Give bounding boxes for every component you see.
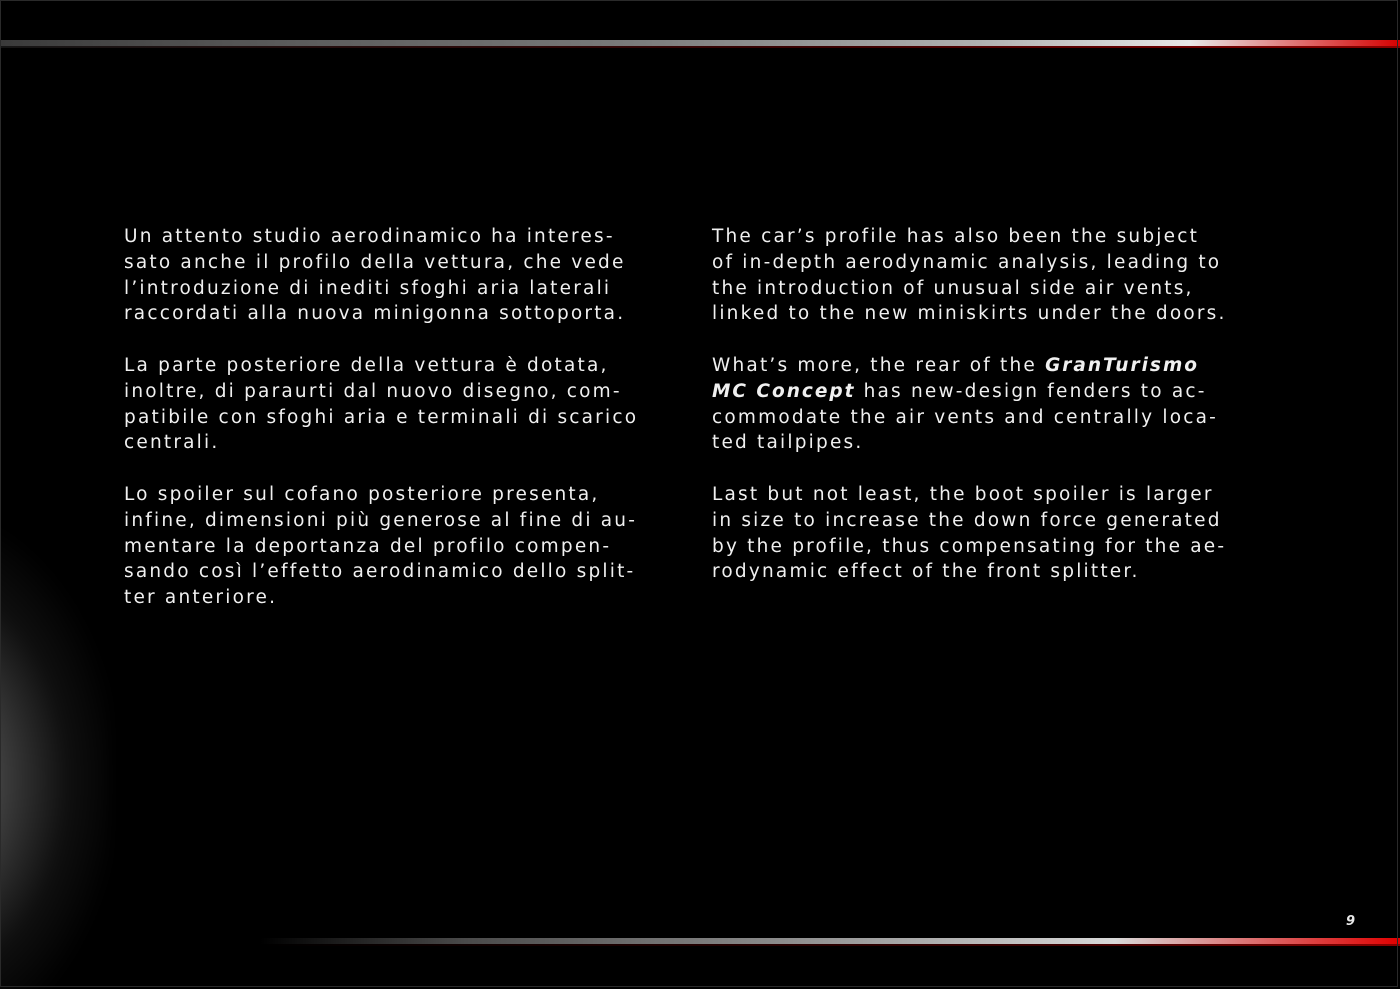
- text-line: linked to the new miniskirts under the doors.: [712, 303, 1227, 325]
- text-line: rodynamic effect of the front splitter.: [712, 561, 1140, 583]
- text-line: Lo spoiler sul cofano posteriore presenta,: [124, 483, 600, 505]
- text-line: ted tailpipes.: [712, 432, 864, 454]
- text-line: Last but not least, the boot spoiler is larger: [712, 483, 1214, 505]
- page-number: 9: [1346, 914, 1356, 929]
- text-line: ter anteriore.: [124, 587, 278, 609]
- text-line: raccordati alla nuova minigonna sottoporta.: [124, 303, 626, 325]
- italian-paragraph-1: [124, 224, 684, 327]
- line-prefix: What’s more, the rear of the: [712, 354, 1046, 376]
- text-line: the introduction of unusual side air vents,: [712, 277, 1194, 299]
- line-suffix: has new-design fenders to ac-: [855, 380, 1207, 402]
- text-line: [712, 379, 1292, 405]
- text-line: [712, 353, 1292, 379]
- text-line: of in-depth aerodynamic analysis, leading to: [712, 251, 1222, 273]
- text-line: centrali.: [124, 432, 220, 454]
- brand-name-part-1: GranTurismo: [1045, 354, 1199, 376]
- italian-paragraph-3: [124, 482, 684, 611]
- text-line: infine, dimensioni più generose al fine di au-: [124, 509, 638, 531]
- text-line: in size to increase the down force generated: [712, 509, 1222, 531]
- text-line: sato anche il profilo della vettura, che vede: [124, 251, 626, 273]
- text-line: patibile con sfoghi aria e terminali di scarico: [124, 406, 639, 428]
- brand-name-part-2: MC Concept: [712, 380, 856, 402]
- text-line: The car’s profile has also been the subject: [712, 226, 1200, 247]
- text-line: commodate the air vents and centrally loca-: [712, 406, 1218, 428]
- text-line: by the profile, thus compensating for the ae-: [712, 535, 1227, 557]
- top-decorative-rule: [0, 40, 1400, 46]
- text-line: La parte posteriore della vettura è dotata,: [124, 354, 609, 376]
- english-paragraph-1: [712, 224, 1292, 327]
- english-paragraph-2: [712, 353, 1292, 456]
- text-line: l’introduzione di inediti sfoghi aria laterali: [124, 277, 612, 299]
- left-edge-glow: [0, 520, 110, 989]
- italian-paragraph-2: [124, 353, 684, 456]
- english-paragraph-3: [712, 482, 1292, 585]
- italian-text-column: [124, 224, 684, 637]
- text-line: mentare la deportanza del profilo compen-: [124, 535, 612, 557]
- text-line: Un attento studio aerodinamico ha interes-: [124, 226, 615, 247]
- bottom-decorative-rule: [260, 938, 1400, 944]
- english-text-column: [712, 224, 1292, 611]
- text-line: sando così l’effetto aerodinamico dello split-: [124, 561, 636, 583]
- text-line: inoltre, di paraurti dal nuovo disegno, com-: [124, 380, 622, 402]
